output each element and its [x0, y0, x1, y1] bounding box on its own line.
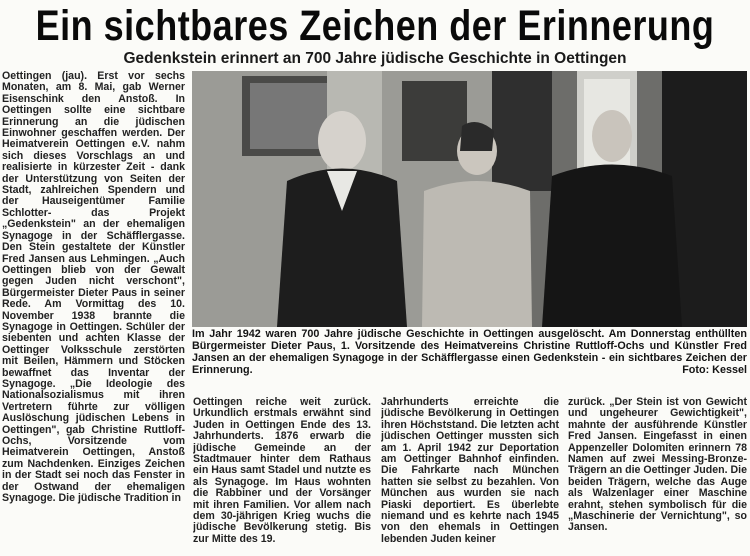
article-column-3 — [381, 397, 559, 555]
headline: Ein sichtbares Zeichen der Erinnerung — [35, 0, 715, 50]
photo-illustration — [192, 71, 747, 327]
subheadline: Gedenkstein erinnert an 700 Jahre jüdische Geschichte in Oettingen — [123, 50, 627, 67]
caption-text: Im Jahr 1942 waren 700 Jahre jüdische Geschichte in Oettingen ausgelöscht. Am Donnerstag enthüllten Bürgermeister Dieter Paus, 1. Vorsitzende des Heimatvereins Christine Ruttloff-Ochs und Künstler Fred Jansen an der ehemaligen Synagoge in der Schäfflergasse einen Gedenkstein - ein sichtbares Zeichen der Erinnerung. — [192, 328, 747, 377]
article-column-4 — [568, 397, 747, 555]
article-column-2 — [193, 397, 371, 555]
photo-credit: Foto: Kessel — [682, 364, 747, 377]
column-text: zurück. „Der Stein ist von Gewicht und ungeheurer Gewichtigkeit", mahnte der ausführende Künstler Fred Jansen. Eingefasst in einen Appenzeller Dolomiten erinnern 78 Namen auf zwei Messing-Bronze-Trägern an die Oettinger Juden. Die beiden Trägern, welche das Auge als Walzenlager einer Maschine erahnt, stehen symbolisch für die „Maschinerie der Vernichtung", so Jansen. — [568, 397, 747, 534]
press-photo — [192, 71, 747, 327]
photo-caption — [192, 328, 747, 394]
article-column-left — [2, 71, 185, 555]
column-text: Jahrhunderts erreichte die jüdische Bevölkerung in Oettingen ihren Höchststand. Die letzten acht jüdischen Oettinger mussten sich am 1. April 1942 zur Deportation am Oettinger Bahnhof einfinden. Die Fahrkarte nach München hatten sie selbst zu bezahlen. Von München aus wurden sie nach Piaski deportiert. Es überlebte niemand und es kehrte nach 1945 von den ehemals in Oettingen lebenden Juden keiner — [381, 397, 559, 545]
column-text: Oettingen (jau). Erst vor sechs Monaten, am 8. Mai, gab Werner Eisenschink den Anstoß. In Oettingen sollte eine sichtbare Erinnerung an die jüdischen Einwohner geschaffen werden. Der Heimatverein Oettingen e.V. nahm sich dieses Vorschlags an und realisierte in kürzester Zeit - dank der Unterstützung von Seiten der Stadt, zahlreichen Spendern und der Hauseigentümer Familie Schlotter- das Projekt „Gedenkstein" an der ehemaligen Synagoge in der Schäfflergasse. Den Stein gestaltete der Künstler Fred Jansen aus Lehmingen. „Auch Oettingen blieb von der Gewalt gegen Juden nicht verschont", Bürgermeister Dieter Paus in seiner Rede. Am Vormittag des 10. November 1938 brannte die Synagoge in Oettingen. Schüler der siebenten und achten Klasse der Oettinger Volksschule zerstörten mit Beilen, Hämmern und Stöcken bewaffnet das Inventar der Synagoge. „Die Ideologie des Nationalsozialismus mit ihren Vertretern führte zur völligen Auslöschung jüdischen Lebens in Oettingen", gab Christine Ruttloff-Ochs, Vorsitzende vom Heimatverein Oettingen, Anstoß zum Nachdenken. Einziges Zeichen in der Stadt sei noch das Fenster in der Ostwand der ehemaligen Synagoge. Die jüdische Tradition in — [2, 71, 185, 505]
column-text: Oettingen reiche weit zurück. Urkundlich erstmals erwähnt sind Juden in Oettingen Ende des 13. Jahrhunderts. 1876 erwarb die jüdische Gemeinde an der Stadtmauer hinter dem Rathaus ein Haus samt Stadel und nutzte es als Synagoge. Im Haus wohnten die Rabbiner und der Vorsänger mit ihren Familien. Vor allem nach dem 30-jährigen Krieg wuchs die jüdische Bevölkerung stetig. Bis zur Mitte des 19. — [193, 397, 371, 545]
